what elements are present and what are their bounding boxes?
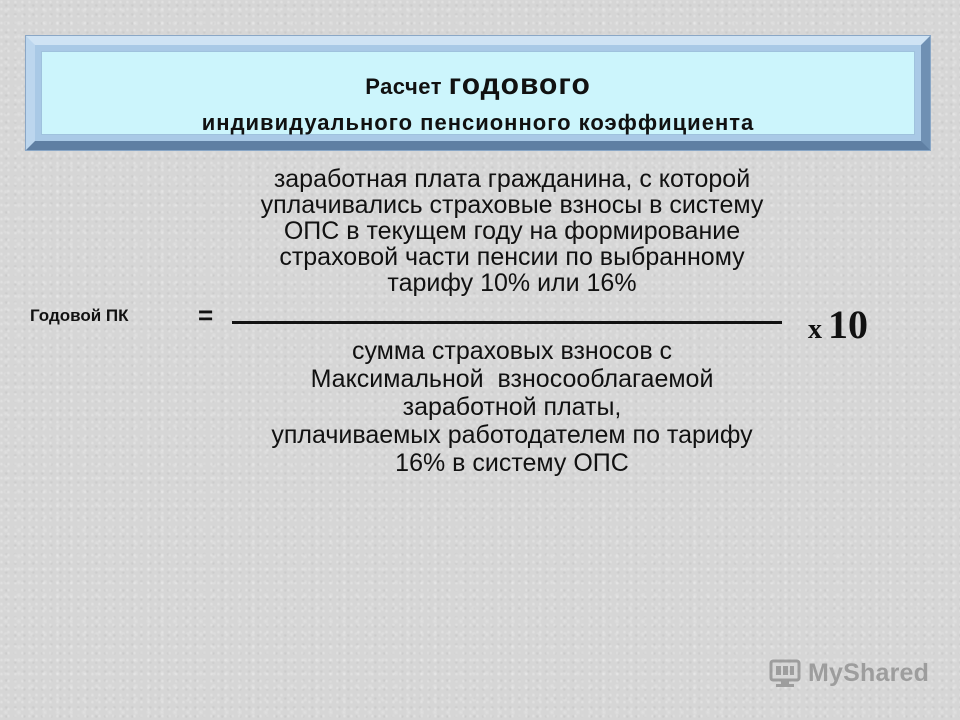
numerator-line: страховой части пенсии по выбранному bbox=[279, 243, 745, 271]
watermark-my: My bbox=[808, 658, 844, 687]
watermark-shared: Shared bbox=[843, 658, 930, 687]
fraction-bar bbox=[232, 321, 782, 324]
numerator-line: тарифу 10% или 16% bbox=[387, 269, 637, 297]
multiplier-value: 10 bbox=[828, 302, 868, 347]
title-line-2: индивидуального пенсионного коэффициента bbox=[201, 110, 755, 135]
denominator-line: заработной платы, bbox=[402, 393, 622, 421]
formula-label: Годовой ПК bbox=[30, 306, 129, 325]
denominator-line: сумма страховых взносов с bbox=[351, 337, 673, 365]
numerator-line: уплачивались страховые взносы в систему bbox=[260, 191, 764, 219]
title-prefix: Расчет bbox=[365, 74, 442, 99]
watermark-text bbox=[808, 659, 929, 688]
watermark bbox=[768, 656, 929, 690]
numerator-line: заработная плата гражданина, с которой bbox=[273, 165, 751, 193]
denominator-line: Максимальной взносооблагаемой bbox=[310, 365, 714, 393]
title-banner bbox=[26, 36, 930, 150]
formula-numerator bbox=[222, 166, 802, 296]
denominator-line: 16% в систему ОПС bbox=[395, 449, 629, 477]
multiplier bbox=[808, 302, 868, 353]
equals-sign: = bbox=[198, 300, 214, 330]
numerator-line: ОПС в текущем году на формирование bbox=[283, 217, 741, 245]
multiply-sign: х bbox=[808, 314, 822, 345]
monitor-icon bbox=[768, 656, 802, 690]
formula-denominator bbox=[222, 337, 802, 477]
title-emphasis: годового bbox=[448, 68, 591, 101]
denominator-line: уплачиваемых работодателем по тарифу bbox=[271, 421, 753, 449]
title-line-1 bbox=[42, 68, 914, 102]
title-box bbox=[41, 51, 915, 135]
